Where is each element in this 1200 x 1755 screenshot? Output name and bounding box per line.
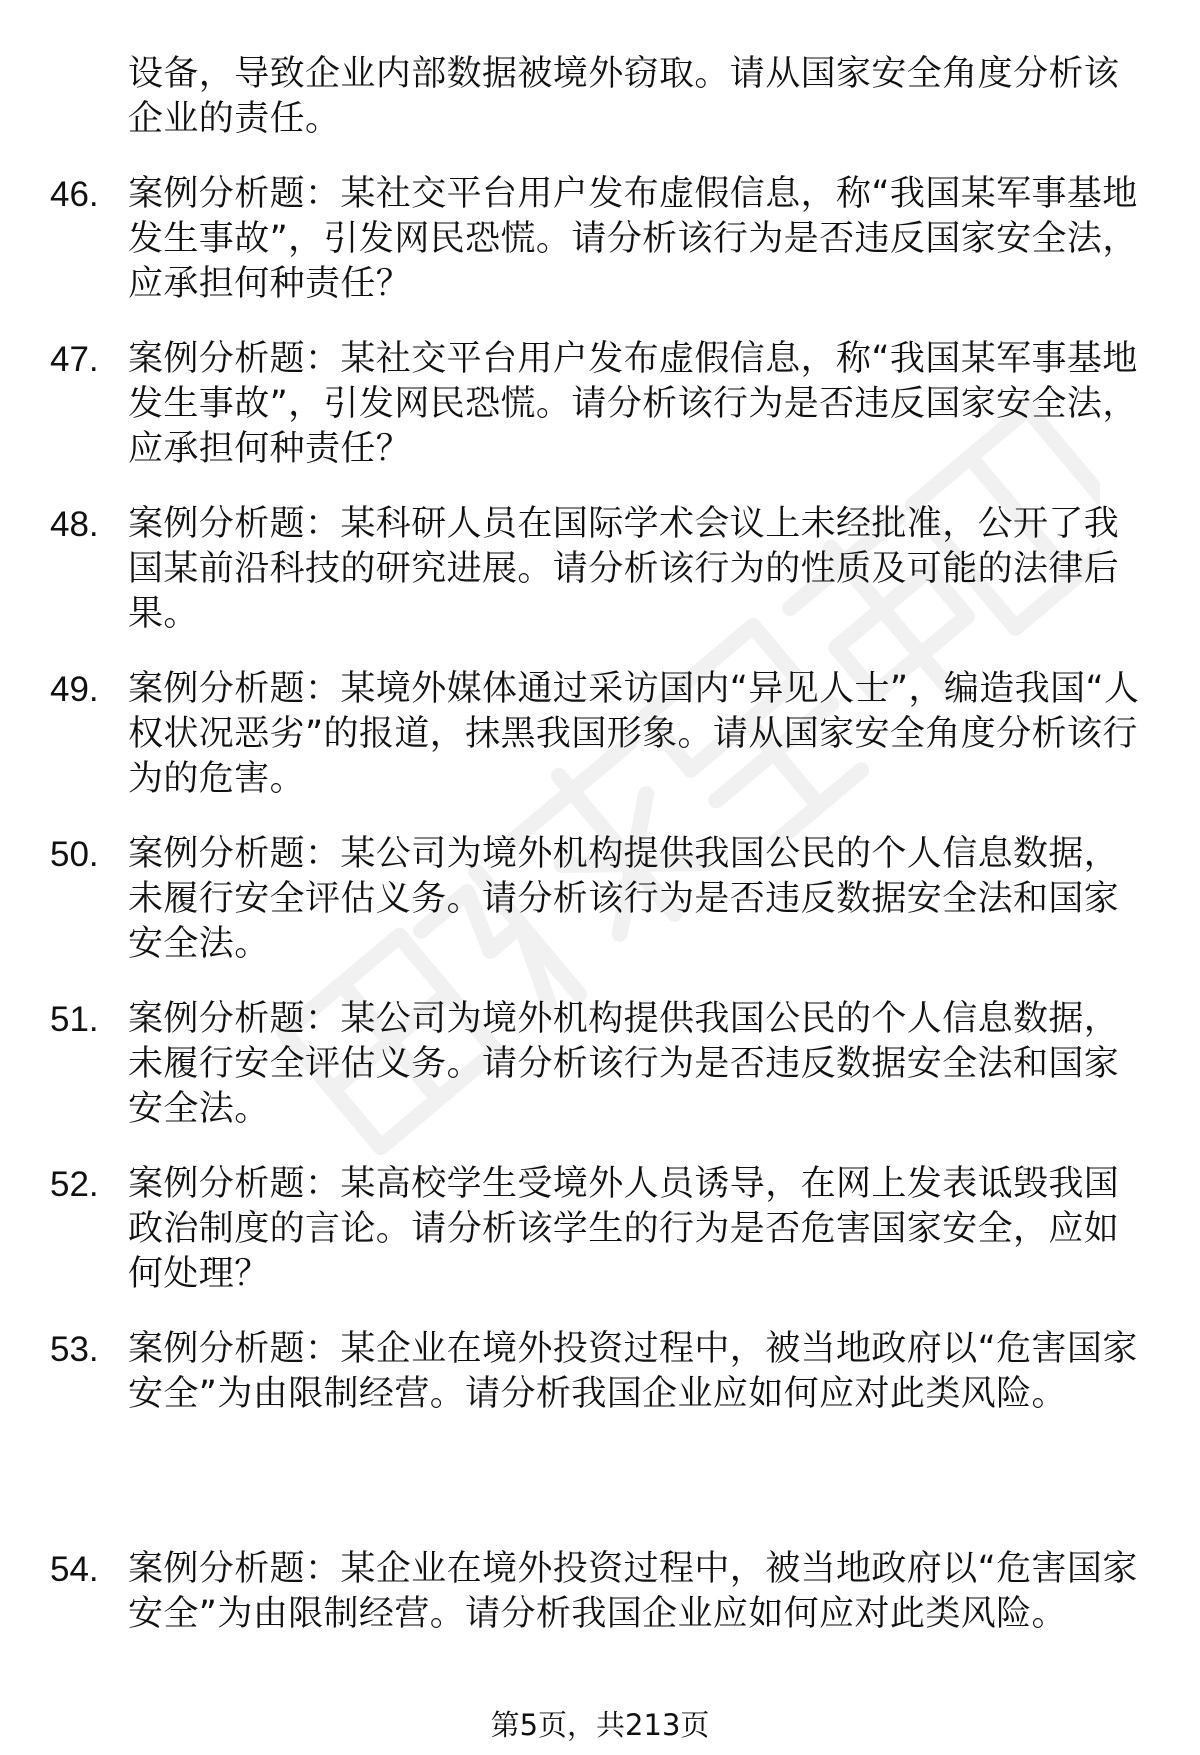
question-number: 50. bbox=[50, 835, 99, 874]
intro-paragraph: 设备，导致企业内部数据被境外窃取。请从国家安全角度分析该企业的责任。 bbox=[128, 54, 1120, 139]
question-text: 案例分析题：某科研人员在国际学术会议上未经批准，公开了我国某前沿科技的研究进展。请分析该行为的性质及可能的法律后果。 bbox=[128, 504, 1120, 634]
question-text: 案例分析题：某社交平台用户发布虚假信息，称“我国某军事基地发生事故”，引发网民恐慌。请分析该行为是否违反国家安全法，应承担何种责任？ bbox=[128, 339, 1138, 469]
question-text: 案例分析题：某境外媒体通过采访国内“异见人士”，编造我国“人权状况恶劣”的报道，抹黑我国形象。请从国家安全角度分析该行为的危害。 bbox=[128, 669, 1140, 799]
question-number: 46. bbox=[50, 175, 99, 214]
question-text: 案例分析题：某企业在境外投资过程中，被当地政府以“危害国家安全”为由限制经营。请分析我国企业应如何应对此类风险。 bbox=[128, 1329, 1138, 1414]
question-number: 52. bbox=[50, 1165, 99, 1204]
question-number: 51. bbox=[50, 1000, 99, 1039]
question-number: 53. bbox=[50, 1330, 99, 1369]
question-number: 49. bbox=[50, 670, 99, 709]
question-number: 54. bbox=[50, 1550, 99, 1589]
question-text: 案例分析题：某企业在境外投资过程中，被当地政府以“危害国家安全”为由限制经营。请分析我国企业应如何应对此类风险。 bbox=[128, 1549, 1138, 1634]
question-number: 47. bbox=[50, 340, 99, 379]
page-number-footer: 第5页，共213页 bbox=[490, 1708, 710, 1742]
question-number: 48. bbox=[50, 505, 99, 544]
question-text: 案例分析题：某社交平台用户发布虚假信息，称“我国某军事基地发生事故”，引发网民恐慌。请分析该行为是否违反国家安全法，应承担何种责任？ bbox=[128, 174, 1138, 304]
question-text: 案例分析题：某公司为境外机构提供我国公民的个人信息数据，未履行安全评估义务。请分析该行为是否违反数据安全法和国家安全法。 bbox=[128, 999, 1120, 1129]
question-text: 案例分析题：某公司为境外机构提供我国公民的个人信息数据，未履行安全评估义务。请分析该行为是否违反数据安全法和国家安全法。 bbox=[128, 834, 1120, 964]
question-text: 案例分析题：某高校学生受境外人员诱导，在网上发表诋毁我国政治制度的言论。请分析该学生的行为是否危害国家安全，应如何处理？ bbox=[128, 1164, 1120, 1294]
